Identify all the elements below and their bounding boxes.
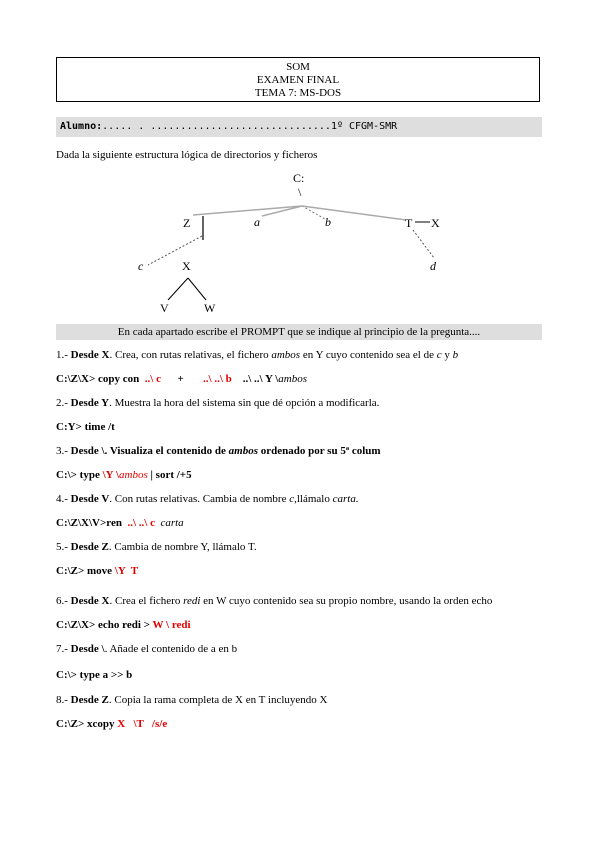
node-file-d: d [430, 259, 436, 273]
student-name-blank: ..... . .............................. [102, 121, 331, 132]
question-7: 7.- Desde \. Añade el contenido de a en b [56, 643, 238, 655]
node-file-a: a [254, 215, 260, 229]
node-t-x: X [431, 216, 440, 230]
answer-7: C:\> type a >> b [56, 669, 133, 681]
node-file-b: b [325, 215, 331, 229]
answer-5: C:\Z> move \Y T [56, 565, 139, 577]
question-3: 3.- Desde \. Visualiza el contenido de ambos ordenado por su 5ª colum [56, 445, 381, 457]
node-file-c: c [138, 259, 144, 273]
question-8: 8.- Desde Z. Copia la rama completa de X en T incluyendo X [56, 694, 328, 706]
branch-z-c [148, 236, 202, 265]
answer-8: C:\Z> xcopy X \T /s/e [56, 718, 168, 730]
subject-title: SOM [286, 61, 310, 73]
course-label: 1º CFGM-SMR [330, 121, 398, 132]
intro-text: Dada la siguiente estructura lógica de directorios y ficheros [56, 149, 318, 161]
question-6: 6.- Desde X. Crea el fichero redi en W cuyo contenido sea su propio nombre, usando la orden echo [56, 595, 493, 607]
node-v: V [160, 301, 169, 315]
answer-6: C:\Z\X> echo redi > W \ redi [56, 619, 191, 631]
node-t: T [405, 216, 413, 230]
node-root-sep: \ [298, 185, 302, 199]
branch-root-t [302, 206, 406, 220]
branch-t-d [413, 230, 434, 258]
branch-x-w [188, 278, 206, 300]
node-z: Z [183, 216, 191, 230]
branch-x-v [168, 278, 188, 300]
answer-1: C:\Z\X> copy con ..\ c + ..\ ..\ b ..\ ..\ Y \ambos [56, 373, 308, 385]
question-5: 5.- Desde Z. Cambia de nombre Y, llámalo T. [56, 541, 257, 553]
answer-2: C:Y> time /t [56, 421, 115, 433]
answer-3: C:\> type \Y \ambos | sort /+5 [56, 469, 192, 481]
topic-title: TEMA 7: MS-DOS [254, 87, 342, 99]
node-root: C: [293, 171, 305, 185]
exam-title: EXAMEN FINAL [256, 74, 340, 86]
student-label: Alumno: [60, 121, 103, 132]
node-w: W [204, 301, 216, 315]
question-4: 4.- Desde V. Con rutas relativas. Cambia de nombre c,llámalo carta. [56, 493, 359, 505]
question-1: 1.- Desde X. Crea, con rutas relativas, el fichero ambos en Y cuyo contenido sea el de c y b [56, 349, 459, 361]
instruction-bar: En cada apartado escribe el PROMPT que se indique al principio de la pregunta.... [56, 324, 542, 340]
question-2: 2.- Desde Y. Muestra la hora del sistema sin que dé opción a modificarla. [56, 397, 380, 409]
node-x: X [182, 259, 191, 273]
answer-4: C:\Z\X\V>ren ..\ ..\ c carta [56, 517, 184, 529]
